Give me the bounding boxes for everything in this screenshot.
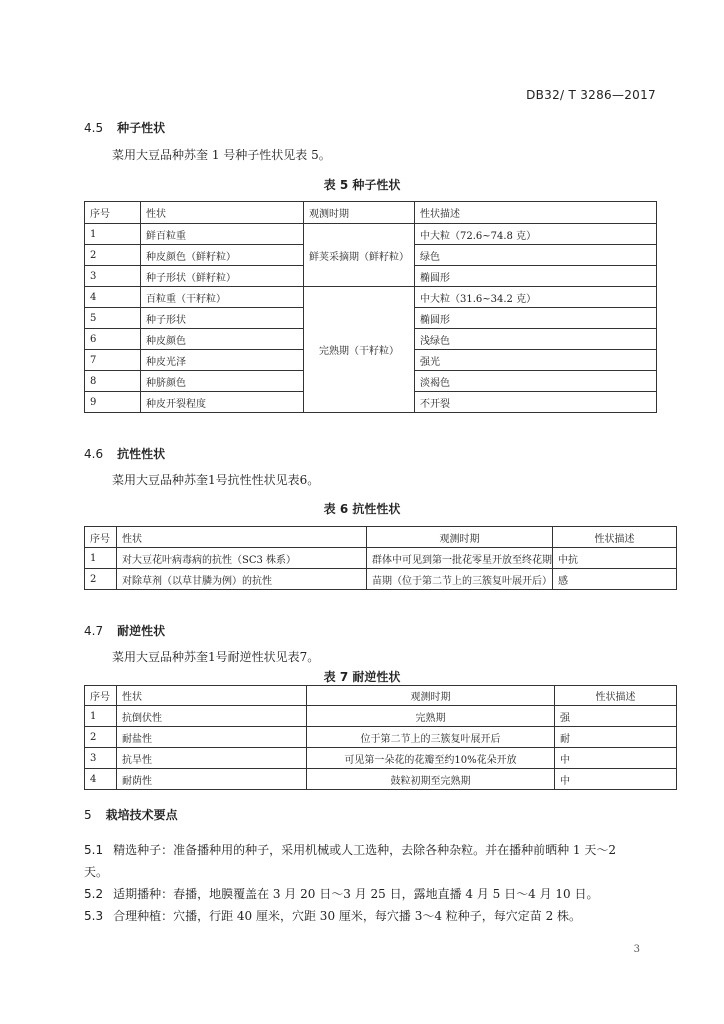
item-5-1: [84, 839, 664, 861]
trait-cell: 种皮颜色（鲜籽粒）: [141, 245, 304, 266]
section-number: 4.5: [84, 121, 104, 135]
item-5-2: [84, 883, 664, 905]
section-number: 4.6: [84, 447, 104, 461]
table-row: [85, 287, 657, 308]
table-row: [85, 748, 677, 769]
trait-cell: 对除草剂（以草甘膦为例）的抗性: [117, 569, 367, 590]
table-row: [85, 224, 657, 245]
description-cell: 中大粒（72.6~74.8 克）: [415, 224, 657, 245]
description-cell: 不开裂: [415, 392, 657, 413]
table-row: [85, 727, 677, 748]
section-title: 栽培技术要点: [105, 808, 178, 822]
description-cell: 浅绿色: [415, 329, 657, 350]
row-number: 1: [85, 548, 117, 569]
period-cell: 可见第一朵花的花瓣至约10%花朵开放: [307, 748, 555, 769]
period-cell: 位于第二节上的三簇复叶展开后: [307, 727, 555, 748]
description-cell: 强: [555, 706, 677, 727]
table-row: [85, 569, 677, 590]
row-number: 6: [85, 329, 141, 350]
table-header-cell: 观测时期: [367, 527, 553, 548]
row-number: 1: [85, 706, 117, 727]
trait-cell: 耐荫性: [117, 769, 307, 790]
row-number: 2: [85, 245, 141, 266]
trait-cell: 种子形状（鲜籽粒）: [141, 266, 304, 287]
period-cell: 群体中可见到第一批花零星开放至终花期: [367, 548, 553, 569]
table-header-cell: 性状描述: [555, 686, 677, 706]
table-header-cell: 序号: [85, 686, 117, 706]
table-5-caption: 表 5 种子性状: [323, 178, 401, 192]
trait-cell: 耐盐性: [117, 727, 307, 748]
row-number: 3: [85, 748, 117, 769]
section-4-5-intro: 菜用大豆品种苏奎 1 号种子性状见表 5。: [112, 148, 331, 162]
section-title: 种子性状: [117, 121, 166, 135]
row-number: 4: [85, 287, 141, 308]
description-cell: 中抗: [553, 548, 677, 569]
row-number: 4: [85, 769, 117, 790]
trait-cell: 抗旱性: [117, 748, 307, 769]
row-number: 1: [85, 224, 141, 245]
trait-cell: 对大豆花叶病毒病的抗性（SC3 株系）: [117, 548, 367, 569]
section-4-6-intro: 菜用大豆品种苏奎1号抗性性状见表6。: [112, 473, 320, 487]
item-number: 5.1: [84, 843, 104, 857]
period-cell: 完熟期（干籽粒）: [304, 287, 415, 413]
row-number: 2: [85, 727, 117, 748]
item-5-1-continued: 天。: [84, 865, 109, 879]
description-cell: 淡褐色: [415, 371, 657, 392]
section-title: 抗性性状: [117, 447, 166, 461]
period-cell: 鼓粒初期至完熟期: [307, 769, 555, 790]
table-header-cell: 序号: [85, 202, 141, 224]
trait-cell: 种脐颜色: [141, 371, 304, 392]
item-text: 合理种植：穴播，行距 40 厘米，穴距 30 厘米，每穴播 3～4 粒种子，每穴定苗 2 株。: [113, 909, 582, 923]
cultivation-items: [84, 839, 664, 927]
trait-cell: 种子形状: [141, 308, 304, 329]
row-number: 2: [85, 569, 117, 590]
section-number: 5: [84, 808, 92, 822]
table-header-cell: 序号: [85, 527, 117, 548]
trait-cell: 抗倒伏性: [117, 706, 307, 727]
section-title: 耐逆性状: [117, 624, 166, 638]
description-cell: 中: [555, 748, 677, 769]
item-text: 精选种子：准备播种用的种子，采用机械或人工选种，去除各种杂粒。并在播种前晒种 1 天～2: [113, 843, 616, 857]
table-6-caption: 表 6 抗性性状: [323, 502, 401, 516]
period-cell: 苗期（位于第二节上的三簇复叶展开后）: [367, 569, 553, 590]
row-number: 9: [85, 392, 141, 413]
description-cell: 感: [553, 569, 677, 590]
table-7: [84, 685, 677, 790]
row-number: 8: [85, 371, 141, 392]
description-cell: 中: [555, 769, 677, 790]
section-5-heading: [84, 806, 178, 823]
trait-cell: 种皮光泽: [141, 350, 304, 371]
document-header: DB32/ T 3286—2017: [526, 88, 656, 102]
table-header-cell: 性状: [117, 686, 307, 706]
description-cell: 强光: [415, 350, 657, 371]
item-5-3: [84, 905, 664, 927]
description-cell: 中大粒（31.6~34.2 克）: [415, 287, 657, 308]
trait-cell: 百粒重（干籽粒）: [141, 287, 304, 308]
table-header-cell: 性状描述: [415, 202, 657, 224]
row-number: 3: [85, 266, 141, 287]
period-cell: 完熟期: [307, 706, 555, 727]
section-4-7-intro: 菜用大豆品种苏奎1号耐逆性状见表7。: [112, 650, 320, 664]
trait-cell: 鲜百粒重: [141, 224, 304, 245]
section-4-6-heading: [84, 445, 165, 462]
description-cell: 椭圆形: [415, 308, 657, 329]
page-number: 3: [633, 944, 640, 955]
table-5: [84, 201, 657, 413]
table-row: [85, 706, 677, 727]
item-number: 5.3: [84, 909, 104, 923]
table-row: [85, 769, 677, 790]
table-header-cell: 性状: [141, 202, 304, 224]
table-header-cell: 观测时期: [304, 202, 415, 224]
trait-cell: 种皮颜色: [141, 329, 304, 350]
item-number: 5.2: [84, 887, 104, 901]
row-number: 5: [85, 308, 141, 329]
section-4-5-heading: [84, 119, 165, 136]
section-number: 4.7: [84, 624, 104, 638]
trait-cell: 种皮开裂程度: [141, 392, 304, 413]
description-cell: 耐: [555, 727, 677, 748]
table-header-cell: 性状描述: [553, 527, 677, 548]
item-text: 适期播种：春播，地膜覆盖在 3 月 20 日～3 月 25 日，露地直播 4 月 5 日～4 月 10 日。: [113, 887, 599, 901]
row-number: 7: [85, 350, 141, 371]
period-cell: 鲜荚采摘期（鲜籽粒）: [304, 224, 415, 287]
table-6: [84, 526, 677, 590]
description-cell: 椭圆形: [415, 266, 657, 287]
table-header-cell: 性状: [117, 527, 367, 548]
section-4-7-heading: [84, 622, 165, 639]
table-7-caption: 表 7 耐逆性状: [323, 670, 401, 684]
description-cell: 绿色: [415, 245, 657, 266]
table-row: [85, 548, 677, 569]
table-header-cell: 观测时期: [307, 686, 555, 706]
